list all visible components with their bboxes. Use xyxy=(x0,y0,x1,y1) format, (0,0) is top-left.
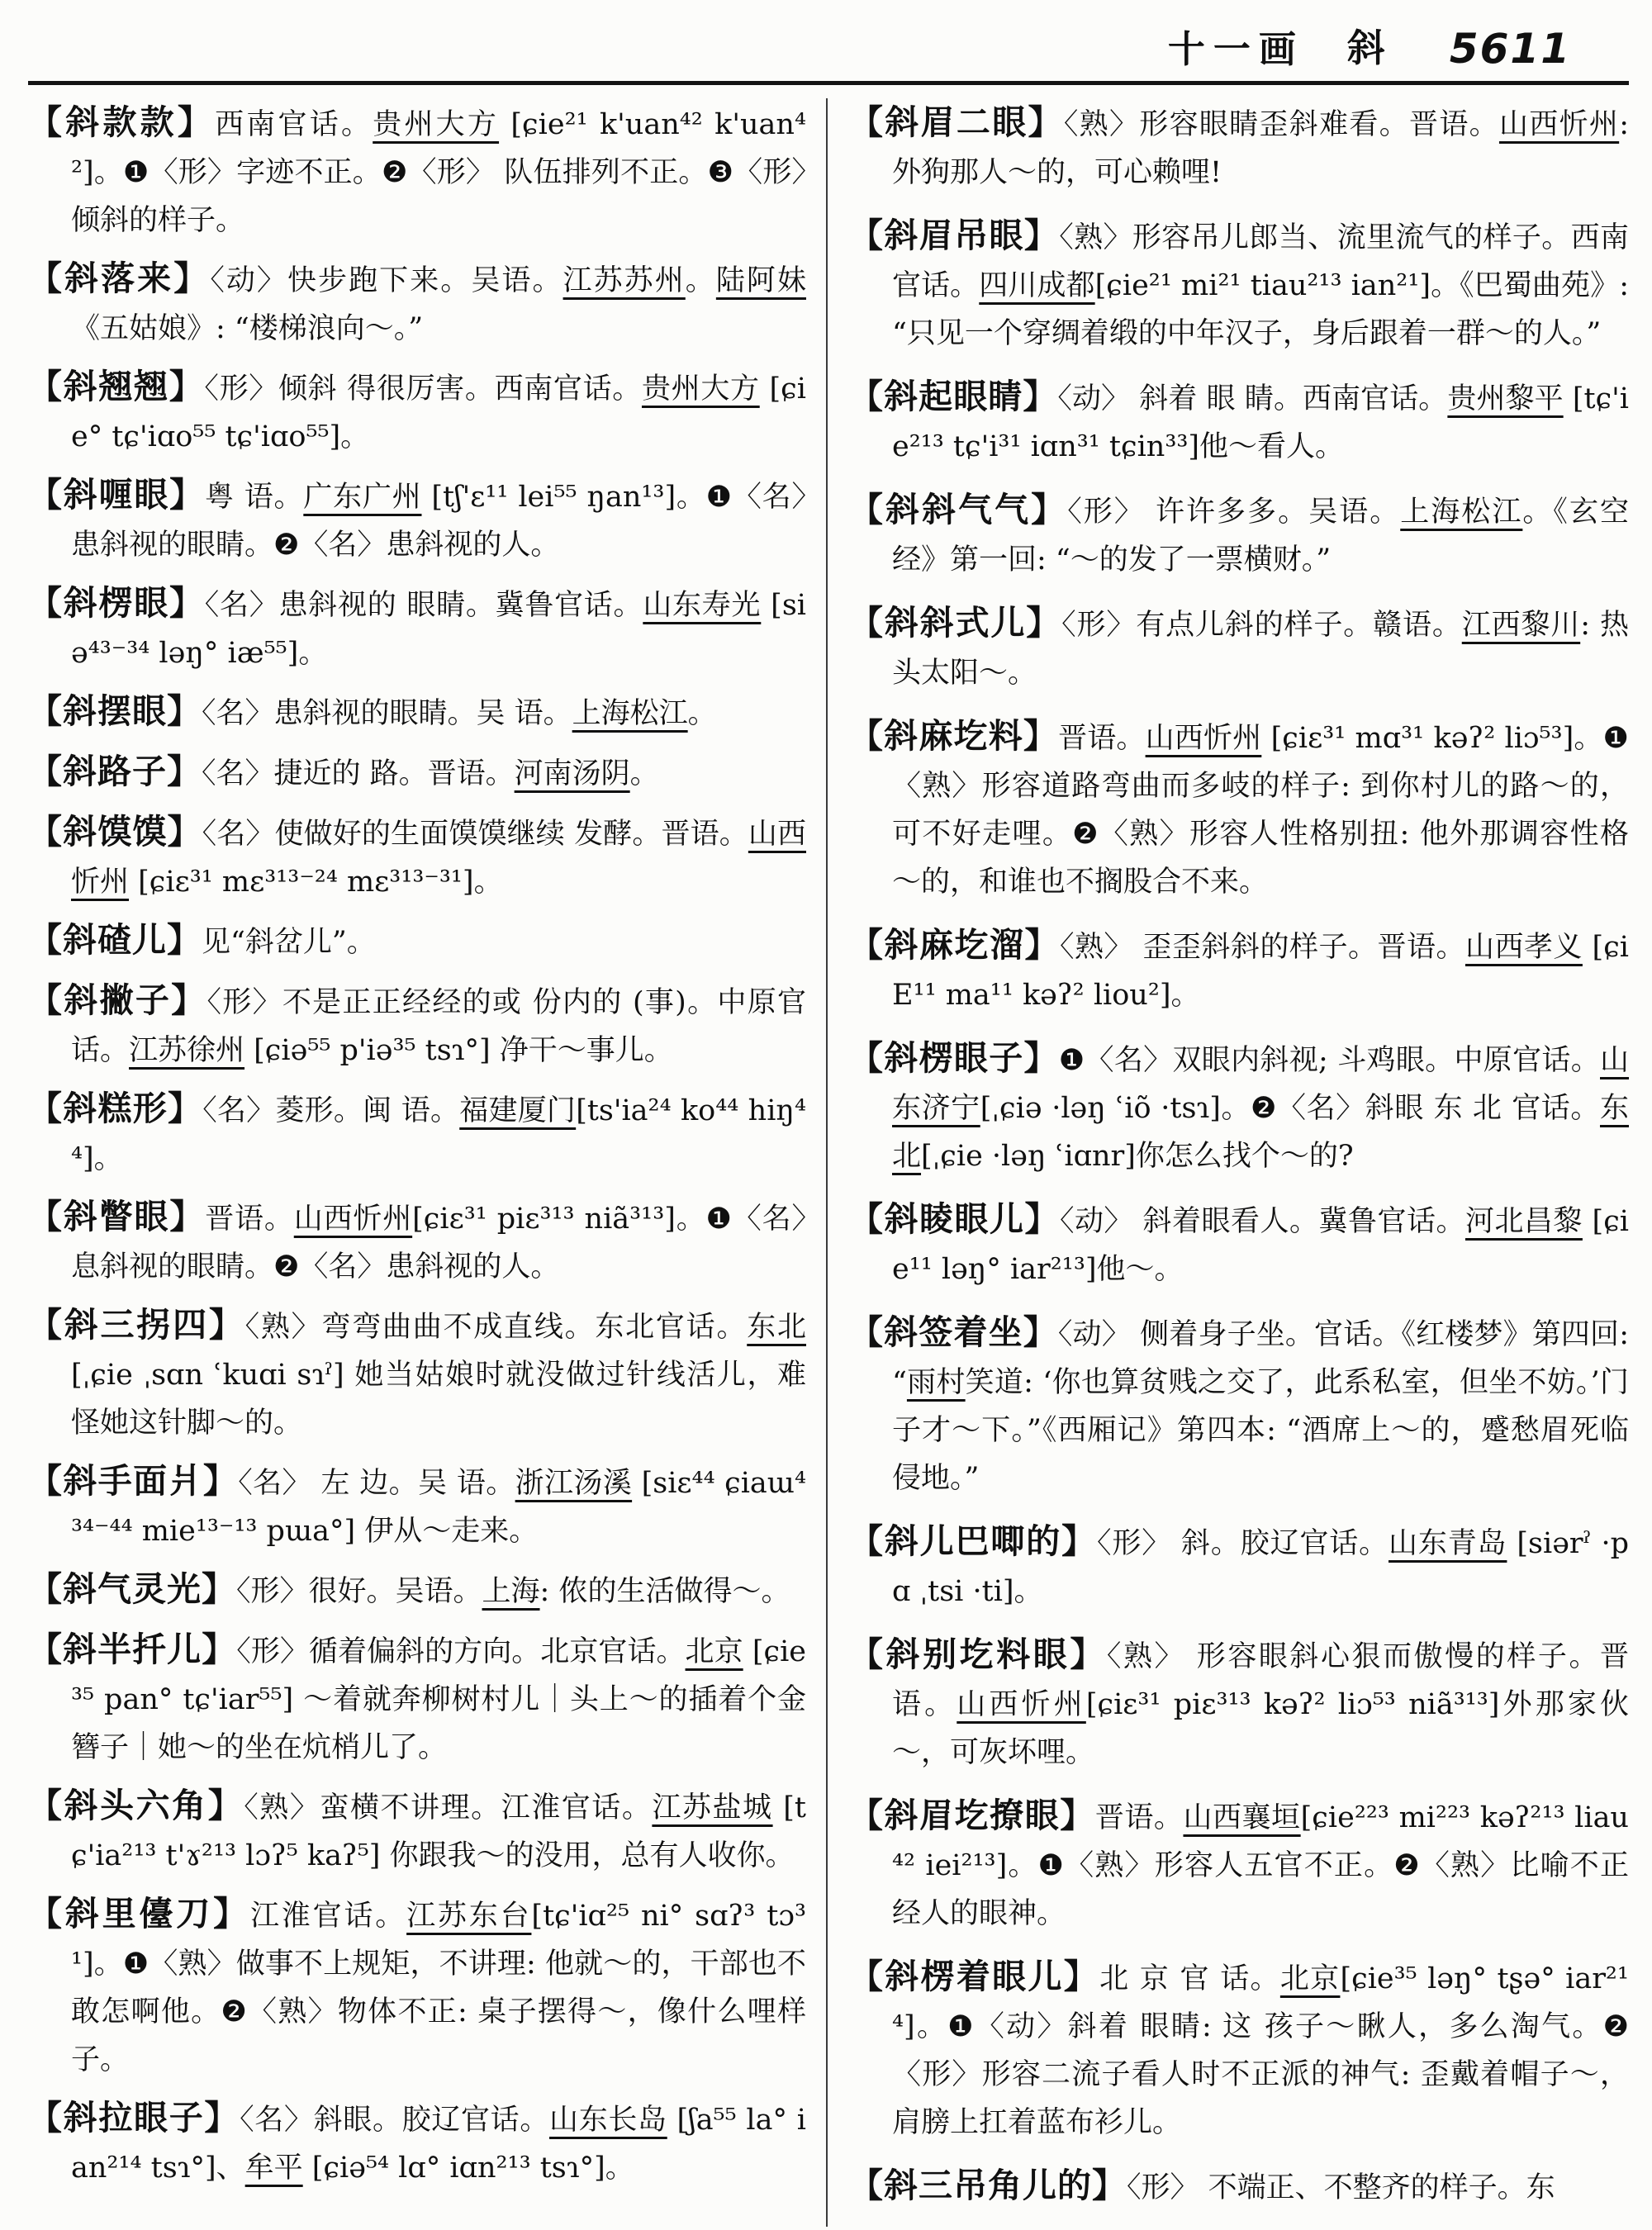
entry-headword: 【斜别圪料眼】 xyxy=(849,1635,1107,1674)
entry-headword: 【斜摆眼】 xyxy=(28,691,202,731)
dict-entry xyxy=(849,486,1629,584)
entry-headword: 【斜眉二眼】 xyxy=(849,102,1064,142)
entry-headword: 【斜里儓刀】 xyxy=(28,1894,250,1933)
entry-text: 晋语。 xyxy=(205,1203,294,1236)
dict-entry xyxy=(28,98,806,244)
entry-headword: 【斜手面爿】 xyxy=(28,1461,239,1501)
entry-headword: 【斜三吊角儿的】 xyxy=(849,2166,1127,2205)
entry-text: 晋语。 xyxy=(1094,1801,1184,1834)
place-name: 广东广州 xyxy=(303,481,422,514)
entry-headword: 【斜眉圪撩眼】 xyxy=(849,1796,1095,1835)
entry-text: ❶〈名〉双眼内斜视; 斗鸡眼。中原官话。 xyxy=(1058,1044,1600,1077)
dict-entry xyxy=(849,1952,1629,2147)
entry-text: 江淮官话。 xyxy=(249,1900,407,1933)
place-name: 东北 xyxy=(747,1311,806,1344)
entry-text: [siə⁴³⁻³⁴ ləŋ° iæ⁵⁵]。 xyxy=(71,589,806,670)
entry-text: 。 xyxy=(685,264,716,297)
entry-text: 〈名〉患斜视的眼睛。吴 语。 xyxy=(202,697,572,730)
dict-entry xyxy=(28,916,806,966)
entry-headword: 【斜麻圪料】 xyxy=(849,716,1059,756)
entry-headword: 【斜糕形】 xyxy=(28,1089,203,1128)
entry-text: : 外狗那人～的，可心赖哩! xyxy=(892,108,1629,189)
place-name: 山东寿光 xyxy=(643,589,762,622)
entry-text: 〈形〉有点儿斜的样子。赣语。 xyxy=(1061,609,1462,642)
entry-text: 〈名〉 左 边。吴 语。 xyxy=(238,1467,515,1500)
place-name: 贵州大方 xyxy=(373,108,500,141)
entry-headword: 【斜翘翘】 xyxy=(28,367,205,406)
entry-headword: 【斜斜气气】 xyxy=(849,490,1068,529)
place-name: 浙江汤溪 xyxy=(515,1467,633,1500)
entry-text: [ˌɕie ·ləŋ ʿiɑnr]你怎么找个～的? xyxy=(921,1140,1354,1173)
entry-headword: 【斜气灵光】 xyxy=(28,1569,236,1609)
dict-entry xyxy=(28,254,806,353)
entry-text: [ts'ia²⁴ ko⁴⁴ hiŋ⁴⁴]。 xyxy=(71,1094,806,1175)
dict-entry xyxy=(849,98,1629,197)
dict-entry xyxy=(28,1890,806,2084)
entry-headword: 【斜馍馍】 xyxy=(28,812,202,852)
entry-text: [ɕiɛ³¹ piɛ³¹³ kəʔ² liɔ⁵³ niã³¹³]外那家伙～，可灰坏哩。 xyxy=(892,1688,1629,1769)
entry-text: [ɕie³⁵ pan° tɕ'iar⁵⁵] ～着就奔柳树村儿｜头上～的插着个金簪子｜她～的坐在炕梢儿了。 xyxy=(71,1635,806,1764)
entry-text: 〈形〉 许许多多。吴语。 xyxy=(1067,496,1401,529)
entry-text: 。 xyxy=(687,697,717,730)
entry-headword: 【斜头六角】 xyxy=(28,1786,244,1825)
entry-text: 〈名〉捷近的 路。晋语。 xyxy=(202,757,515,790)
entry-text: [ɕie³⁵ ləŋ° tʂə° iar²¹⁴]。❶〈动〉斜着 眼睛: 这 孩子～瞅人，多么淘气。❷〈形〉形容二流子看人时不正派的神气: 歪戴着帽子～，肩膀上扛着蓝布衫儿。 xyxy=(892,1962,1629,2139)
header-rule xyxy=(28,81,1629,85)
place-name: 上海松江 xyxy=(572,697,688,730)
dict-entry xyxy=(28,687,806,738)
entry-text: : 热头太阳～。 xyxy=(892,609,1629,690)
dict-entry xyxy=(849,1308,1629,1502)
place-name: 江西黎川 xyxy=(1461,609,1581,642)
place-name: 江苏东台 xyxy=(406,1900,532,1933)
place-name: 山西孝义 xyxy=(1464,931,1583,964)
entry-text: : 侬的生活做得～。 xyxy=(539,1575,790,1608)
entry-text: [ɕiə⁵⁴ lɑ° iɑn²¹³ tsɿ°]。 xyxy=(302,2152,634,2185)
dict-entry xyxy=(28,471,806,569)
dict-entry xyxy=(849,1791,1629,1938)
right-column xyxy=(826,98,1629,2227)
place-name: 江苏苏州 xyxy=(563,264,686,297)
entry-text: [ɕie° tɕ'iɑo⁵⁵ tɕ'iɑo⁵⁵]。 xyxy=(71,372,806,453)
place-name: 山西忻州 xyxy=(293,1203,413,1236)
entry-text: 〈形〉循着偏斜的方向。北京官话。 xyxy=(236,1635,686,1668)
entry-text: [ɕiə⁵⁵ p'iə³⁵ tsɿ°] 净干～事儿。 xyxy=(244,1034,673,1067)
dict-entry xyxy=(28,579,806,677)
entry-headword: 【斜斜式儿】 xyxy=(849,603,1062,643)
head-character: 斜 xyxy=(1346,26,1385,70)
dict-entry xyxy=(28,1084,806,1183)
entry-headword: 【斜款款】 xyxy=(28,102,216,142)
place-name: 山东青岛 xyxy=(1389,1527,1507,1560)
place-name: 江苏徐州 xyxy=(129,1034,245,1067)
entry-headword: 【斜楞眼】 xyxy=(28,583,205,623)
place-name: 上海松江 xyxy=(1400,496,1523,529)
entry-text: 〈名〉菱形。闽 语。 xyxy=(202,1094,460,1127)
entry-text: 见“斜岔儿”。 xyxy=(202,926,376,959)
dict-entry xyxy=(849,599,1629,697)
place-name: 山西忻州 xyxy=(71,818,806,899)
dict-entry xyxy=(28,1782,806,1880)
entry-text: 〈动〉 斜着 眼 睛。西南官话。 xyxy=(1057,382,1448,415)
entry-text: [ɕie²²³ mi²²³ kəʔ²¹³ liau⁴² iei²¹³]。❶〈熟〉形容人五官不正。❷〈熟〉比喻不正经人的眼神。 xyxy=(892,1801,1629,1930)
entry-text: 《五姑娘》: “楼梯浪向～。” xyxy=(71,312,424,345)
place-name: 东北 xyxy=(892,1092,1629,1173)
dict-entry xyxy=(28,1301,806,1447)
entry-text: 〈熟〉形容眼睛歪斜难看。晋语。 xyxy=(1063,108,1499,141)
entry-text: [ˌɕie ˌsɑn ʿkuɑi sɿˀ] 她当姑娘时就没做过针线活儿，难怪她这针脚～的。 xyxy=(71,1359,806,1440)
place-name: 陆阿妹 xyxy=(715,264,806,297)
place-name: 山西襄垣 xyxy=(1183,1801,1301,1834)
entry-text: 〈熟〉弯弯曲曲不成直线。东北官话。 xyxy=(244,1311,748,1344)
dict-entry xyxy=(28,1193,806,1291)
dict-entry xyxy=(849,1517,1629,1616)
entry-text: [ɕie¹¹ ləŋ° iar²¹³]他～。 xyxy=(892,1205,1629,1286)
dict-entry xyxy=(28,976,806,1075)
dict-entry xyxy=(28,1457,806,1555)
place-name: 山西忻州 xyxy=(1498,108,1620,141)
entry-headword: 【斜撇子】 xyxy=(28,980,207,1020)
place-name: 河南汤阴 xyxy=(514,757,630,790)
entry-text: 笑道: ‘你也算贫贱之交了，此系私室，但坐不妨。’门子才～下。”《西厢记》第四本: “酒席上～的，蹙愁眉死临侵地。” xyxy=(892,1366,1629,1495)
entry-text: 〈动〉 侧着身子坐。官话。《红楼梦》第四回: “ xyxy=(892,1318,1629,1399)
entry-headword: 【斜落来】 xyxy=(28,259,211,298)
entry-text: 〈动〉快步跑下来。吴语。 xyxy=(210,264,563,297)
place-name: 山西忻州 xyxy=(1145,722,1262,755)
dict-entry xyxy=(849,1195,1629,1293)
entry-text: [ɕie²¹ mi²¹ tiau²¹³ ian²¹]。《巴蜀曲苑》: “只见一个穿绸着缎的中年汉子，身后跟着一群～的人。” xyxy=(892,269,1629,350)
dict-entry xyxy=(849,921,1629,1019)
place-name: 山西忻州 xyxy=(957,1688,1086,1721)
place-name: 北京 xyxy=(685,1635,743,1668)
entry-text: [tɕ'ia²¹³ t'ɤ²¹³ lɔʔ⁵ kaʔ⁵] 你跟我～的没用，总有人收你。 xyxy=(71,1791,806,1872)
place-name: 山东济宁 xyxy=(892,1044,1630,1125)
entry-text: 〈名〉使做好的生面馍馍继续 发酵。晋语。 xyxy=(202,818,748,851)
entry-text: 〈熟〉形容吊儿郎当、流里流气的样子。西南官话。 xyxy=(892,221,1629,302)
left-column xyxy=(28,98,826,2227)
entry-text: 〈形〉 不端正、不整齐的样子。东 xyxy=(1127,2171,1555,2204)
entry-headword: 【斜楞眼子】 xyxy=(849,1038,1059,1078)
entry-headword: 【斜眉吊眼】 xyxy=(849,216,1060,255)
entry-text: [ʃa⁵⁵ la° ian²¹⁴ tsɿ°]、 xyxy=(71,2104,806,2185)
dict-entry xyxy=(28,808,806,906)
entry-text: 〈形〉倾斜 得很厉害。西南官话。 xyxy=(204,372,642,406)
entry-headword: 【斜喱眼】 xyxy=(28,475,205,515)
entry-headword: 【斜碴儿】 xyxy=(28,920,202,960)
stroke-section-label: 十一画 xyxy=(1167,27,1304,71)
entry-text: 〈名〉斜眼。胶辽官话。 xyxy=(240,2104,550,2137)
entry-text: 〈形〉 斜。胶辽官话。 xyxy=(1096,1527,1389,1560)
entry-headword: 【斜瞥眼】 xyxy=(28,1197,206,1236)
place-name: 北京 xyxy=(1279,1962,1341,1995)
entry-headword: 【斜半扦儿】 xyxy=(28,1630,237,1669)
entry-text: 北 京 官 话。 xyxy=(1099,1962,1280,1995)
dict-entry xyxy=(849,211,1629,358)
entry-text: [ɕiɛ³¹ mɛ³¹³⁻²⁴ mɛ³¹³⁻³¹]。 xyxy=(129,866,503,899)
entry-text: 西南官话。 xyxy=(215,108,373,141)
entry-text: [siərˀ ·pɑ ˌtsi ·ti]。 xyxy=(892,1527,1629,1608)
place-name: 福建厦门 xyxy=(459,1094,577,1127)
dict-entry xyxy=(28,1565,806,1616)
entry-text: 〈形〉不是正正经经的或 份内的 (事)。中原官话。 xyxy=(71,986,807,1067)
dict-entry xyxy=(28,1625,806,1772)
entry-text: [ɕiɛ³¹ mɑ³¹ kəʔ² liɔ⁵³]。❶〈熟〉形容道路弯曲而多岐的样子: 到你村儿的路～的，可不好走哩。❷〈熟〉形容人性格别扭: 他外那调容性格～的，和谁也不搁股合不来。 xyxy=(892,722,1629,899)
entry-text: 粤 语。 xyxy=(204,481,304,514)
entry-text: 。《玄空经》第一回: “～的发了一票横财。” xyxy=(892,496,1629,576)
entry-headword: 【斜楞着眼儿】 xyxy=(849,1957,1100,1996)
place-name: 上海 xyxy=(482,1575,540,1608)
text-columns xyxy=(28,98,1629,2227)
entry-text: 〈熟〉 形容眼斜心狠而傲慢的样子。晋语。 xyxy=(892,1640,1629,1721)
dict-entry xyxy=(849,372,1629,471)
entry-headword: 【斜睖眼儿】 xyxy=(849,1199,1060,1239)
entry-text: 〈形〉很好。吴语。 xyxy=(236,1575,482,1608)
entry-text: [ɕiɛ³¹ piɛ³¹³ niã³¹³]。❶〈名〉息斜视的眼睛。❷〈名〉患斜视的人。 xyxy=(71,1203,806,1283)
place-name: 贵州黎平 xyxy=(1447,382,1564,415)
dict-entry xyxy=(849,2161,1629,2212)
entry-text: [ˌɕiə ·ləŋ ʿiõ ·tsɿ]。❷〈名〉斜眼 东 北 官话。 xyxy=(980,1092,1600,1125)
entry-text: [tɕ'ie²¹³ tɕ'i³¹ iɑn³¹ tɕin³³]他～看人。 xyxy=(892,382,1629,463)
entry-headword: 【斜拉眼子】 xyxy=(28,2098,240,2137)
entry-text: 。 xyxy=(629,757,659,790)
entry-text: 〈熟〉 歪歪斜斜的样子。晋语。 xyxy=(1059,931,1465,964)
dict-entry xyxy=(28,363,806,461)
entry-text: 〈动〉 斜着眼看人。冀鲁官话。 xyxy=(1059,1205,1465,1238)
place-name: 雨村 xyxy=(906,1366,966,1399)
entry-text: [siɛ⁴⁴ ɕiaɯ⁴³⁴⁻⁴⁴ mie¹³⁻¹³ pɯa°] 伊从～走来。 xyxy=(71,1467,806,1548)
entry-text: 〈名〉患斜视的 眼睛。冀鲁官话。 xyxy=(204,589,643,622)
place-name: 江苏盐城 xyxy=(652,1791,773,1824)
dict-entry xyxy=(28,747,806,798)
place-name: 山东长岛 xyxy=(549,2104,667,2137)
entry-text: 〈熟〉蛮横不讲理。江淮官话。 xyxy=(244,1791,653,1824)
entry-headword: 【斜路子】 xyxy=(28,752,202,791)
place-name: 牟平 xyxy=(244,2152,303,2185)
dict-entry xyxy=(28,2094,806,2192)
entry-text: [ɕie²¹ k'uan⁴² k'uan⁴²]。❶〈形〉字迹不正。❷〈形〉 队伍排列不正。❸〈形〉倾斜的样子。 xyxy=(71,108,806,237)
dict-entry xyxy=(849,1034,1629,1180)
entry-headword: 【斜麻圪溜】 xyxy=(849,925,1060,965)
dict-entry xyxy=(849,1630,1629,1777)
entry-headword: 【斜签着坐】 xyxy=(849,1312,1058,1352)
place-name: 贵州大方 xyxy=(641,372,760,406)
entry-text: [ɕiE¹¹ ma¹¹ kəʔ² liou²]。 xyxy=(892,931,1629,1012)
place-name: 河北昌黎 xyxy=(1464,1205,1583,1238)
dict-entry xyxy=(849,712,1629,906)
entry-headword: 【斜起眼睛】 xyxy=(849,377,1058,416)
entry-headword: 【斜儿巴唧的】 xyxy=(849,1521,1097,1561)
entry-headword: 【斜三拐四】 xyxy=(28,1305,245,1345)
page-number: 5611 xyxy=(1449,25,1571,73)
running-head xyxy=(28,12,1629,73)
entry-text: [tʃ'ɛ¹¹ lei⁵⁵ ŋan¹³]。❶〈名〉患斜视的眼睛。❷〈名〉患斜视的人。 xyxy=(71,481,806,562)
entry-text: [tɕ'iɑ²⁵ ni° sɑʔ³ tɔ³¹]。❶〈熟〉做事不上规矩，不讲理: 他就～的，干部也不敢怎啊他。❷〈熟〉物体不正: 桌子摆得～，像什么哩样子。 xyxy=(71,1900,806,2076)
place-name: 四川成都 xyxy=(979,269,1095,302)
entry-text: 晋语。 xyxy=(1058,722,1146,755)
